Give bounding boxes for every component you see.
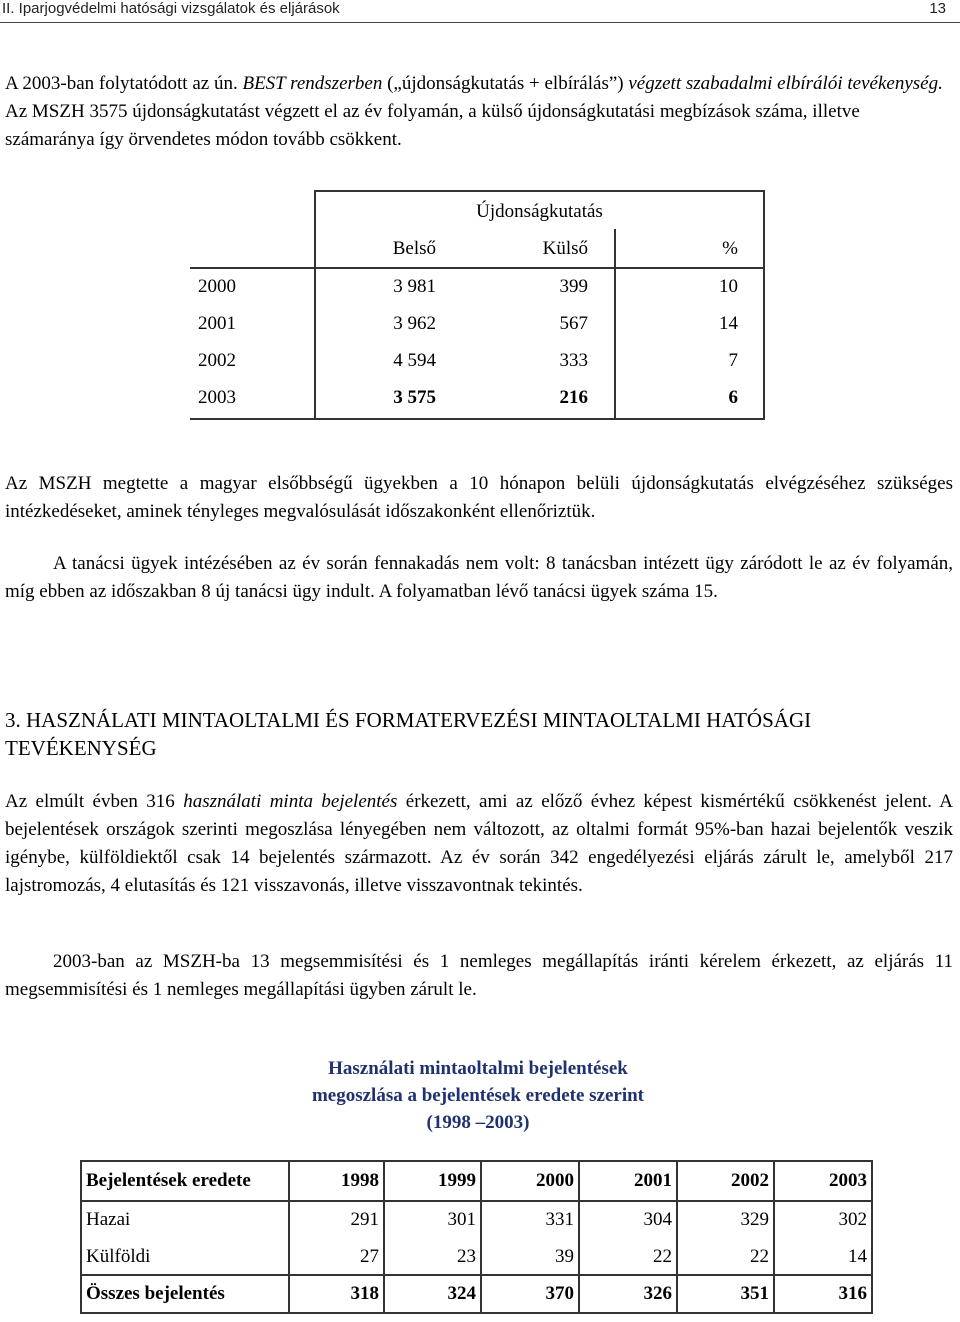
table-cell: 324 (447, 1283, 476, 1304)
page-number: 13 (929, 0, 946, 17)
table-cell: 302 (838, 1209, 867, 1230)
table-rule (871, 1160, 873, 1314)
header-title: II. Iparjogvédelmi hatósági vizsgálatok és eljárások (2, 0, 340, 17)
table-rule (614, 229, 616, 420)
row-year: 2000 (198, 276, 236, 297)
table-cell: 301 (447, 1209, 476, 1230)
column-header-year: 1998 (341, 1170, 379, 1191)
section-heading: 3. HASZNÁLATI MINTAOLTALMI ÉS FORMATERVEZÉSI MINTAOLTALMI HATÓSÁGI TEVÉKENYSÉG (5, 708, 812, 760)
cell-belso: 3 962 (393, 313, 436, 334)
table-rule (763, 190, 765, 420)
cell-belso: 3 575 (393, 387, 436, 408)
table-cell: 370 (545, 1283, 574, 1304)
table-cell: 304 (643, 1209, 672, 1230)
row-label: Hazai (86, 1209, 131, 1230)
cell-percent: 7 (728, 350, 738, 371)
table-cell: 291 (350, 1209, 379, 1230)
table-group-header: Újdonságkutatás (476, 201, 603, 222)
page-header (0, 0, 960, 22)
paragraph-priority-search: Az MSZH megtette a magyar elsőbbségű ügyekben a 10 hónapon belüli újdonságkutatás elvégzéséhez szükséges intézkedéseket, aminek tényleges megvalósulását időszakonként ellenőriztük. (5, 473, 953, 522)
column-header-kulso: Külső (542, 238, 588, 259)
column-header-year: 2003 (829, 1170, 867, 1191)
row-year: 2002 (198, 350, 236, 371)
table-rule (80, 1160, 873, 1162)
table-cell: 351 (740, 1283, 769, 1304)
paragraph-invalidation: 2003-ban az MSZH-ba 13 megsemmisítési és 1 nemleges megállapítás iránti kérelem érkezett, az eljárás 11 megsemmisítési és 1 nemleges megállapítási ügyben zárult le. (5, 951, 953, 1000)
column-header-belso: Belső (392, 238, 436, 259)
table-rule (80, 1160, 82, 1314)
table-cell: 39 (555, 1246, 574, 1267)
column-header-year: 2002 (731, 1170, 769, 1191)
row-year: 2003 (198, 387, 236, 408)
cell-kulso: 567 (559, 313, 588, 334)
row-label: Összes bejelentés (86, 1283, 225, 1304)
cell-kulso: 216 (559, 387, 588, 408)
table-title: Használati mintaoltalmi bejelentések megoszlása a bejelentések eredete szerint (1998 –2003) (311, 1058, 645, 1133)
table-cell: 27 (360, 1246, 379, 1267)
table-cell: 318 (350, 1283, 379, 1304)
cell-percent: 6 (728, 387, 738, 408)
table-cell: 23 (457, 1246, 476, 1267)
header-rule (0, 22, 960, 23)
cell-percent: 10 (719, 276, 738, 297)
table-novelty-search (190, 190, 765, 420)
row-year: 2001 (198, 313, 236, 334)
column-header-year: 1999 (438, 1170, 476, 1191)
table-utility-model-origin (80, 1160, 873, 1314)
table-cell: 14 (848, 1246, 867, 1267)
table-cell: 22 (750, 1246, 769, 1267)
column-header-percent: % (722, 238, 738, 259)
column-header-year: 2001 (634, 1170, 672, 1191)
cell-belso: 3 981 (393, 276, 436, 297)
cell-kulso: 399 (559, 276, 588, 297)
column-header-origin: Bejelentések eredete (86, 1170, 251, 1191)
table-rule (190, 418, 765, 420)
paragraph-utility-model: Az elmúlt évben 316 használati minta bejelentés érkezett, ami az előző évhez képest kismértékű csökkenést jelent. A bejelentések országok szerinti megoszlása lényegében nem változott, az oltalmi formát 95%-ban hazai bejelentők veszik igénybe, külföldiektől csak 14 bejelentés származott. Az év során 342 engedélyezési eljárás zárult le, amelyből 217 lajstromozás, 4 elutasítás és 121 visszavonás, illetve visszavontnak tekintés. (5, 791, 953, 896)
row-label: Külföldi (86, 1246, 151, 1267)
column-header-year: 2000 (536, 1170, 574, 1191)
table-cell: 22 (653, 1246, 672, 1267)
table-cell: 326 (643, 1283, 672, 1304)
table-rule (190, 267, 765, 269)
table-rule (80, 1274, 873, 1276)
table-rule (80, 1312, 873, 1314)
paragraph-best-system: A 2003-ban folytatódott az ún. BEST rendszerben („újdonságkutatás + elbírálás”) végzett szabadalmi elbírálói tevékenység. Az MSZH 3575 újdonságkutatást végzett el az év folyamán, a külső újdonságkutatási megbízások száma, illetve számaránya így örvendetes módon tovább csökkent. (5, 73, 943, 150)
table-rule (80, 1200, 873, 1202)
cell-kulso: 333 (559, 350, 588, 371)
table-cell: 331 (545, 1209, 574, 1230)
table-cell: 329 (740, 1209, 769, 1230)
table-cell: 316 (838, 1283, 867, 1304)
cell-belso: 4 594 (393, 350, 436, 371)
table-rule (314, 190, 765, 192)
paragraph-council-cases: A tanácsi ügyek intézésében az év során fennakadás nem volt: 8 tanácsban intézett ügy záródott le az év folyamán, míg ebben az időszakban 8 új tanácsi ügy indult. A folyamatban lévő tanácsi ügyek száma 15. (5, 553, 953, 602)
cell-percent: 14 (719, 313, 738, 334)
